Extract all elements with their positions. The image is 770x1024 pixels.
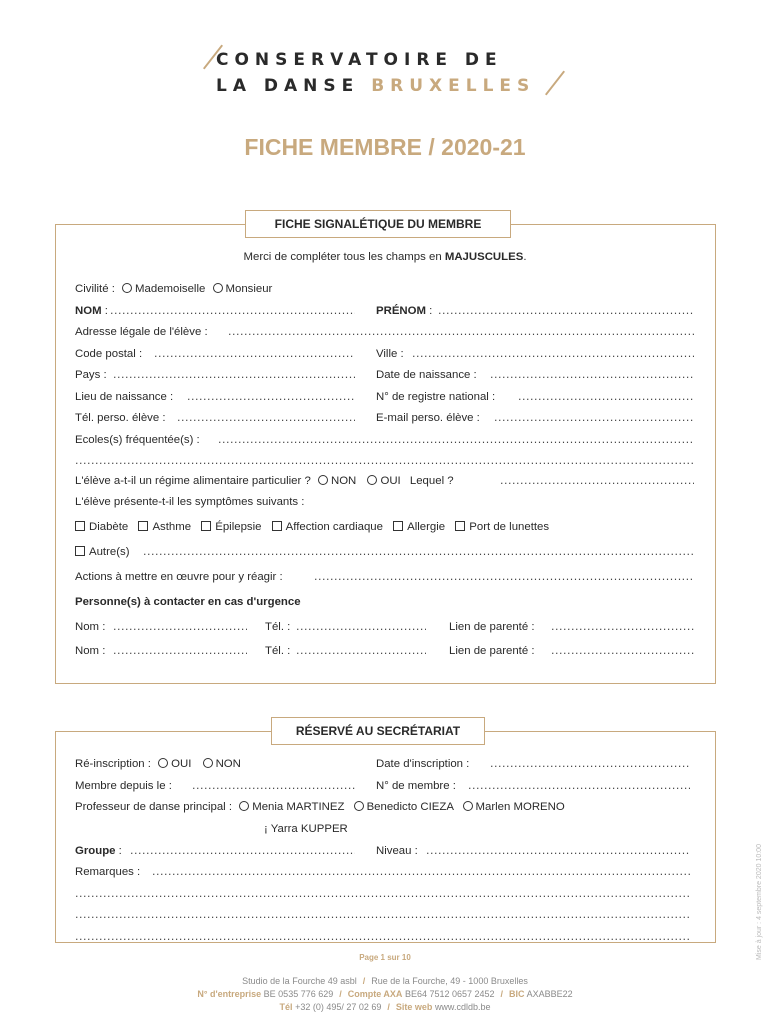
email-field[interactable] [494, 409, 694, 427]
radio-reinscription-oui[interactable] [158, 758, 168, 768]
remarques-label: Remarques : [75, 866, 141, 878]
nom-label: NOM : [75, 305, 108, 317]
autre-field[interactable] [143, 543, 694, 561]
membre-depuis-field[interactable] [192, 777, 355, 795]
contact1-lien-label: Lien de parenté : [449, 621, 535, 633]
page-title: FICHE MEMBRE / 2020-21 [244, 134, 526, 160]
actions-field[interactable] [314, 568, 694, 586]
contact2-lien-field[interactable] [551, 642, 694, 660]
footer-line-1: Studio de la Fourche 49 asbl / Rue de la Fourche, 49 - 1000 Bruxelles [242, 976, 528, 986]
adresse-field[interactable] [228, 323, 694, 341]
groupe-label: Groupe : [75, 845, 122, 857]
ecoles-field-2[interactable] [75, 452, 694, 470]
code-postal-field[interactable] [154, 345, 355, 363]
checkbox-affection-cardiaque[interactable] [272, 521, 282, 531]
regime-row: L'élève a-t-il un régime alimentaire particulier ? NON OUI Lequel ? [75, 475, 454, 487]
logo-line-1: CONSERVATOIRE DE [216, 50, 503, 70]
symptomes-label: L'élève présente-t-il les symptômes suivants : [75, 496, 305, 508]
niveau-label: Niveau : [376, 845, 418, 857]
remarques-field-2[interactable] [75, 885, 690, 903]
footer-line-2: N° d'entreprise BE 0535 776 629 / Compte AXA BE64 7512 0657 2452 / BIC AXABBE22 [197, 989, 573, 999]
checkbox-allergie[interactable] [393, 521, 403, 531]
checkbox-diabete[interactable] [75, 521, 85, 531]
lieu-naissance-field[interactable] [187, 388, 355, 406]
date-naissance-field[interactable] [490, 366, 694, 384]
radio-regime-oui[interactable] [367, 475, 377, 485]
num-membre-field[interactable] [468, 777, 690, 795]
reinscription-row: Ré-inscription : OUI NON [75, 758, 241, 770]
pays-label: Pays : [75, 369, 107, 381]
date-naissance-label: Date de naissance : [376, 369, 477, 381]
pays-field[interactable] [113, 366, 355, 384]
code-postal-label: Code postal : [75, 348, 143, 360]
prenom-label: PRÉNOM : [376, 305, 433, 317]
tel-label: Tél. perso. élève : [75, 412, 166, 424]
radio-mademoiselle[interactable] [122, 283, 132, 293]
lieu-naissance-label: Lieu de naissance : [75, 391, 174, 403]
civilite-row: Civilité : Mademoiselle Monsieur [75, 283, 273, 295]
page-number: Page 1 sur 10 [359, 953, 411, 962]
logo [216, 50, 576, 102]
urgence-heading: Personne(s) à contacter en cas d'urgence [75, 596, 301, 608]
contact2-nom-label: Nom : [75, 645, 106, 657]
secretariat-title: RÉSERVÉ AU SECRÉTARIAT [271, 717, 485, 745]
footer-line-3: Tél +32 (0) 495/ 27 02 69 / Site web www.cdldb.be [279, 1002, 491, 1012]
registre-field[interactable] [518, 388, 694, 406]
update-note: Mise à jour : 4 septembre 2020 10:00 [756, 844, 763, 960]
prof-kupper[interactable]: ¡ Yarra KUPPER [264, 823, 348, 835]
date-inscription-label: Date d'inscription : [376, 758, 470, 770]
remarques-field-4[interactable] [75, 928, 690, 940]
membre-depuis-label: Membre depuis le : [75, 780, 172, 792]
contact1-tel-field[interactable] [296, 618, 426, 636]
radio-reinscription-non[interactable] [203, 758, 213, 768]
contact1-lien-field[interactable] [551, 618, 694, 636]
professeur-row: Professeur de danse principal : Menia MARTINEZ Benedicto CIEZA Marlen MORENO [75, 801, 565, 813]
checkbox-asthme[interactable] [138, 521, 148, 531]
contact2-nom-field[interactable] [113, 642, 247, 660]
remarques-field-3[interactable] [75, 906, 690, 924]
contact2-lien-label: Lien de parenté : [449, 645, 535, 657]
radio-monsieur[interactable] [213, 283, 223, 293]
regime-field[interactable] [500, 472, 694, 490]
tel-field[interactable] [177, 409, 355, 427]
radio-prof-cieza[interactable] [354, 801, 364, 811]
logo-line-2: LA DANSE BRUXELLES [216, 76, 536, 96]
num-membre-label: N° de membre : [376, 780, 456, 792]
email-label: E-mail perso. élève : [376, 412, 480, 424]
remarques-field[interactable] [152, 863, 690, 881]
radio-prof-martinez[interactable] [239, 801, 249, 811]
radio-prof-moreno[interactable] [463, 801, 473, 811]
radio-regime-non[interactable] [318, 475, 328, 485]
intro-text: Merci de compléter tous les champs en MAJUSCULES. [243, 251, 527, 263]
contact2-tel-field[interactable] [296, 642, 426, 660]
conditions-row: Diabète Asthme Épilepsie Affection cardiaque Allergie Port de lunettes [75, 518, 549, 536]
groupe-field[interactable] [130, 842, 355, 860]
ecoles-label: Ecoles(s) fréquentée(s) : [75, 434, 200, 446]
ville-label: Ville : [376, 348, 404, 360]
adresse-label: Adresse légale de l'élève : [75, 326, 208, 338]
registre-label: N° de registre national : [376, 391, 496, 403]
ecoles-field[interactable] [218, 431, 694, 449]
autre-row: Autre(s) [75, 543, 130, 561]
prenom-field[interactable] [438, 302, 694, 320]
checkbox-autre[interactable] [75, 546, 85, 556]
actions-label: Actions à mettre en œuvre pour y réagir : [75, 571, 283, 583]
checkbox-epilepsie[interactable] [201, 521, 211, 531]
date-inscription-field[interactable] [490, 755, 690, 773]
contact1-nom-label: Nom : [75, 621, 106, 633]
checkbox-port-lunettes[interactable] [455, 521, 465, 531]
nom-field[interactable] [110, 302, 355, 320]
member-info-title: FICHE SIGNALÉTIQUE DU MEMBRE [245, 210, 511, 238]
contact2-tel-label: Tél. : [265, 645, 291, 657]
ville-field[interactable] [412, 345, 694, 363]
niveau-field[interactable] [426, 842, 690, 860]
contact1-tel-label: Tél. : [265, 621, 291, 633]
contact1-nom-field[interactable] [113, 618, 247, 636]
